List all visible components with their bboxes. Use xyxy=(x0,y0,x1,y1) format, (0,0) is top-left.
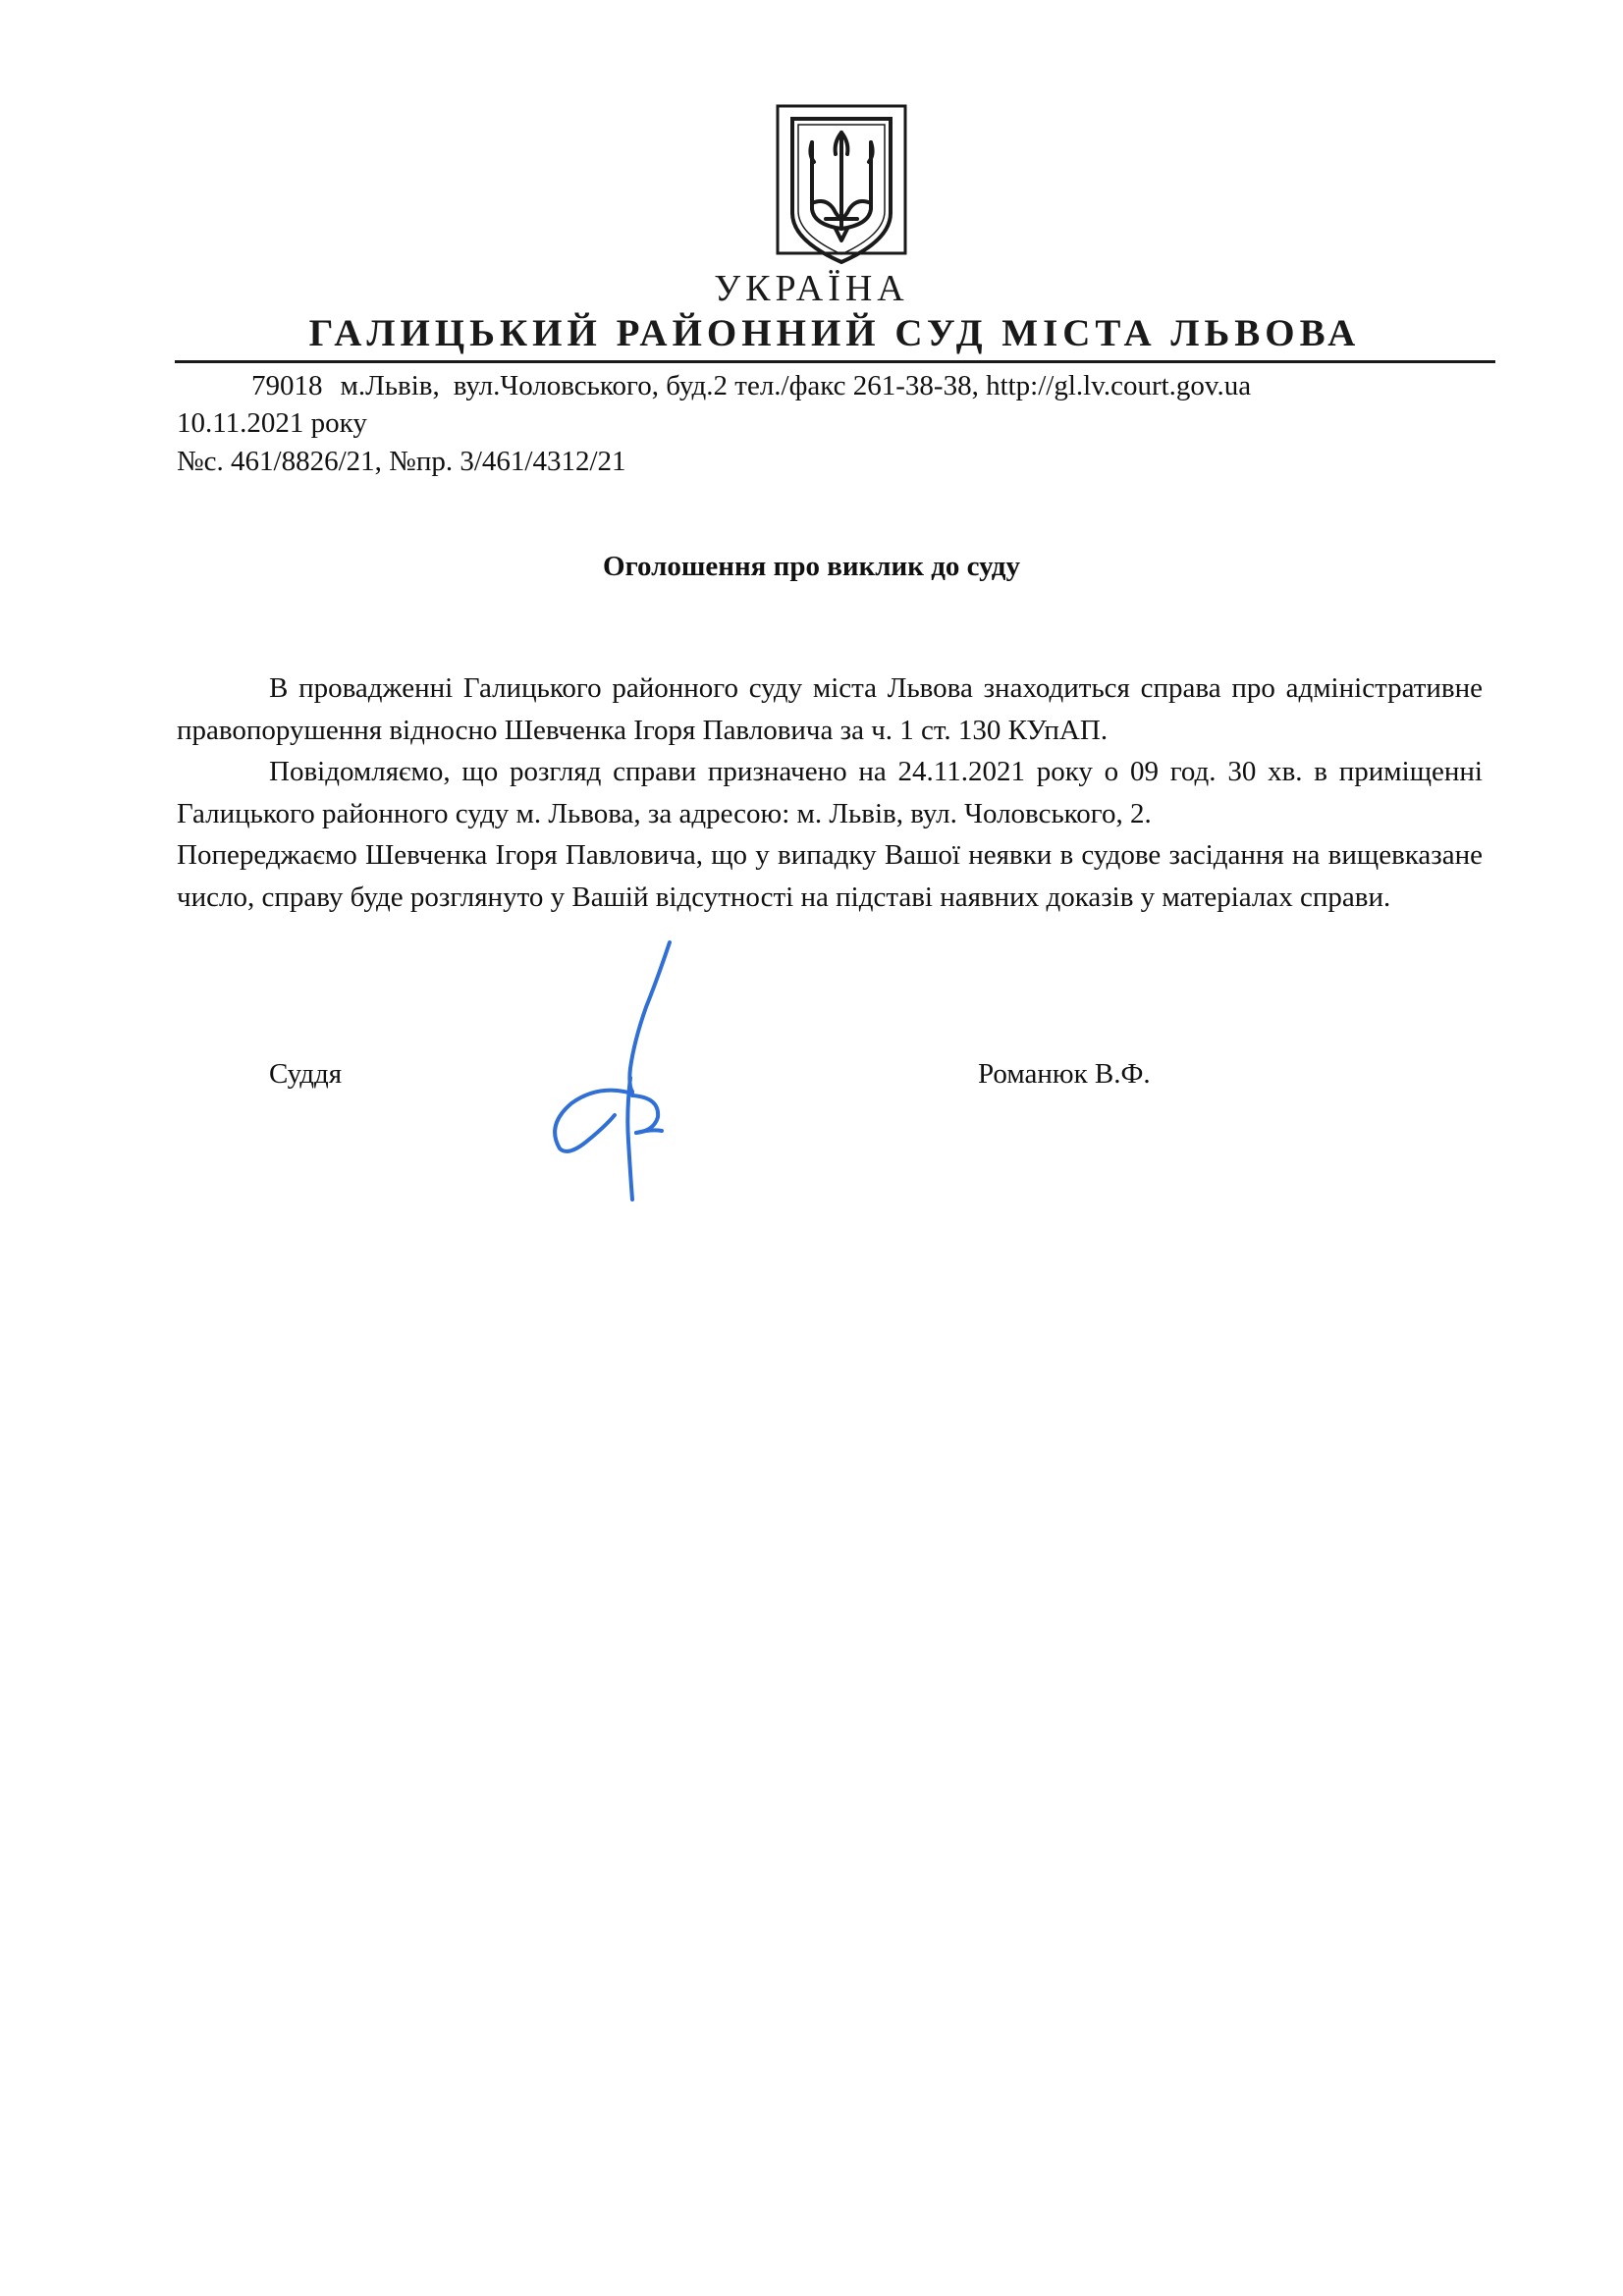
address-city: м.Львів, xyxy=(340,370,440,401)
country-heading: УКРАЇНА xyxy=(714,268,909,309)
judge-role-label: Суддя xyxy=(269,1058,343,1090)
document-body xyxy=(177,667,1483,918)
document-title: Оголошення про виклик до суду xyxy=(603,551,1020,582)
court-name-heading: ГАЛИЦЬКИЙ РАЙОННИЙ СУД МІСТА ЛЬВОВА xyxy=(308,312,1361,354)
header-divider xyxy=(175,360,1495,363)
body-paragraph-3: Попереджаємо Шевченка Ігоря Павловича, що у випадку Вашої неявки в судове засідання на вищевказане число, справу буде розглянуто у Вашій відсутності на підставі наявних доказів у матеріалах справи. xyxy=(177,839,1483,913)
body-paragraph-2: Повідомляємо, що розгляд справи призначено на 24.11.2021 року о 09 год. 30 хв. в приміщенні Галицького районного суду м. Львова, за адресою: м. Львів, вул. Чоловського, 2. xyxy=(177,756,1483,829)
court-address xyxy=(251,367,1251,404)
judge-name: Романюк В.Ф. xyxy=(978,1058,1151,1090)
trident-coat-of-arms-icon xyxy=(775,103,908,278)
address-zip: 79018 xyxy=(251,370,323,401)
document-date: 10.11.2021 року xyxy=(177,407,367,439)
address-street-contacts: вул.Чоловського, буд.2 тел./факс 261-38-38, http://gl.lv.court.gov.ua xyxy=(453,370,1252,401)
body-paragraph-1: В провадженні Галицького районного суду міста Львова знаходиться справа про адміністративне правопорушення відносно Шевченка Ігоря Павловича за ч. 1 ст. 130 КУпАП. xyxy=(177,672,1483,746)
case-numbers: №с. 461/8826/21, №пр. 3/461/4312/21 xyxy=(177,446,626,477)
handwritten-signature xyxy=(538,938,685,1205)
